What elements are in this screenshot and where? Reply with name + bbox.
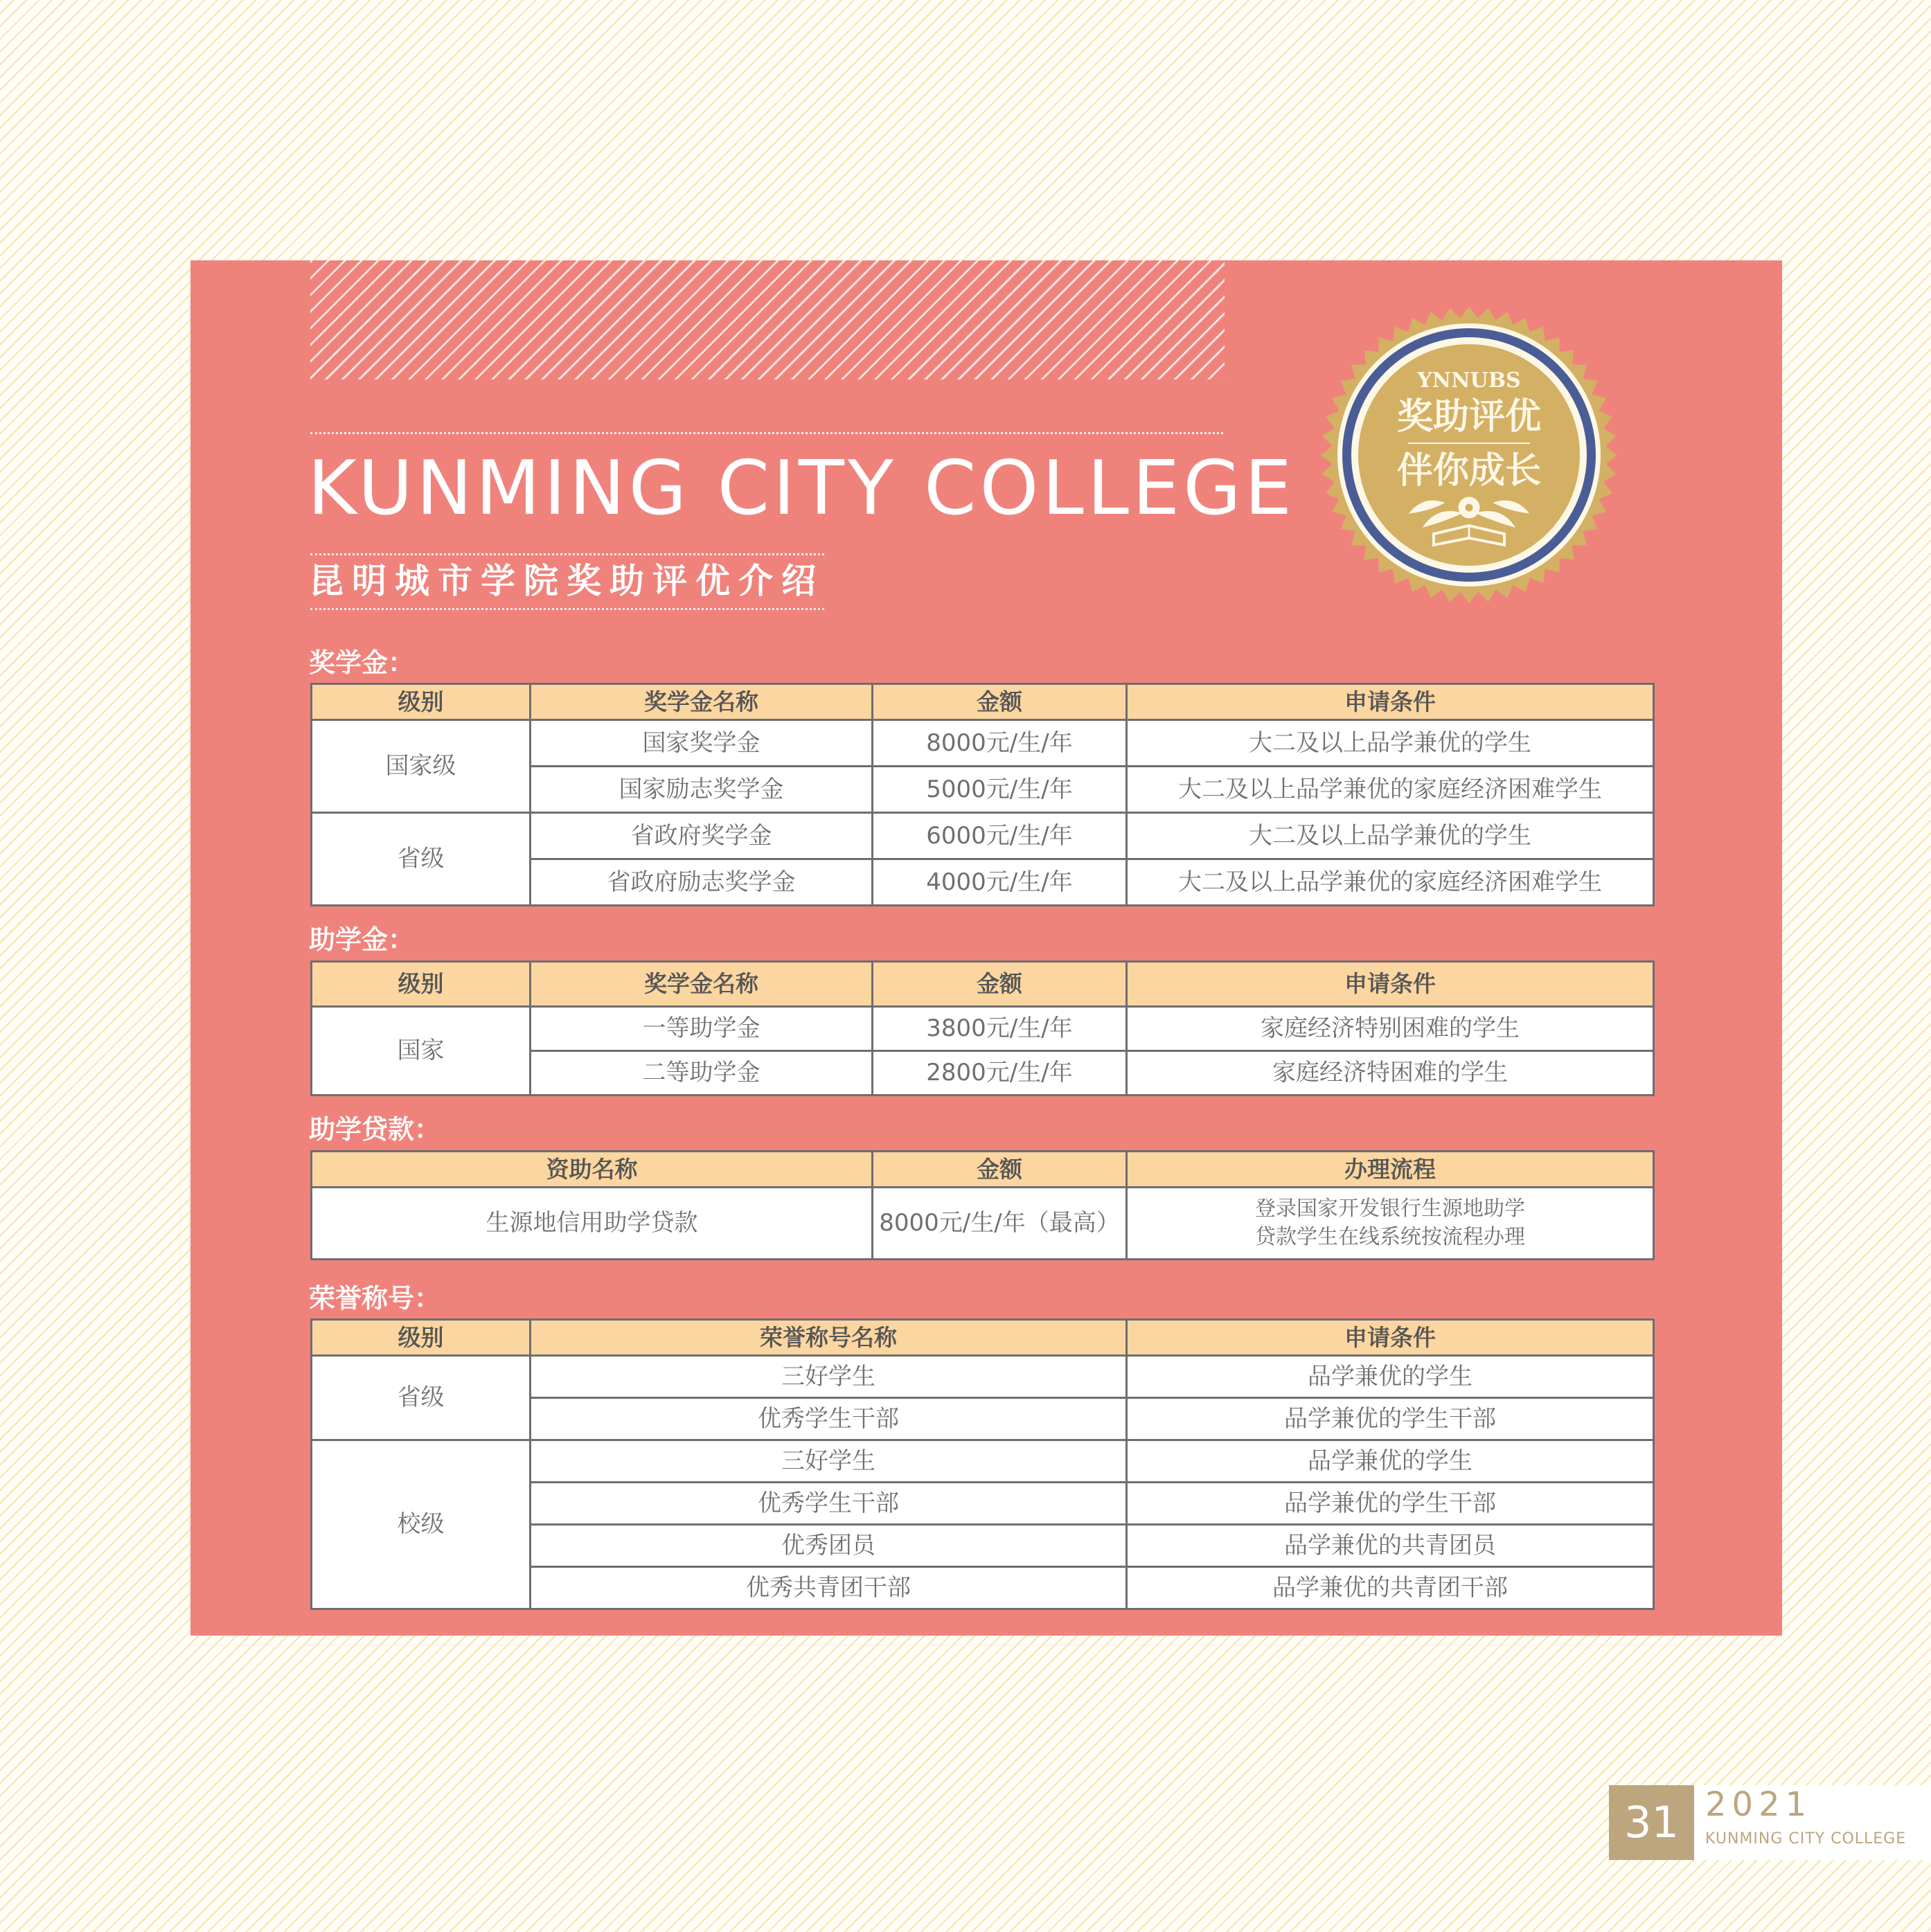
dotted-divider-middle: [310, 553, 824, 555]
table-header-row: [312, 684, 1654, 720]
process-line-2: 贷款学生在线系统按流程办理: [1255, 1224, 1525, 1249]
seal-line-2: 伴你成长: [1396, 450, 1542, 492]
name-cell: 国家励志奖学金: [531, 767, 873, 813]
column-header: 金额: [873, 1152, 1127, 1188]
column-header: 金额: [873, 962, 1127, 1007]
amount-cell: 5000元/生/年: [873, 767, 1127, 813]
dotted-divider-top: [310, 432, 1223, 434]
grant-table: [310, 960, 1655, 1096]
level-cell: 省级: [312, 813, 531, 906]
name-cell: 三好学生: [531, 1440, 1127, 1483]
scholarship-section-title: 奖学金：: [309, 647, 415, 678]
seal-line-1: 奖助评优: [1396, 396, 1542, 438]
decorative-hatch: [310, 260, 1225, 379]
level-cell: 国家级: [312, 720, 531, 813]
condition-cell: 品学兼优的共青团干部: [1127, 1567, 1654, 1609]
name-cell: 优秀学生干部: [531, 1483, 1127, 1525]
level-cell: 国家: [312, 1007, 531, 1095]
level-cell: 校级: [312, 1440, 531, 1609]
condition-cell: 品学兼优的学生: [1127, 1356, 1654, 1398]
column-header: 级别: [312, 684, 531, 720]
footer-year: 2021: [1705, 1785, 1813, 1824]
amount-cell: 3800元/生/年: [873, 1007, 1127, 1051]
column-header: 申请条件: [1127, 962, 1654, 1007]
process-line-1: 登录国家开发银行生源地助学: [1255, 1197, 1525, 1221]
honor-table: [310, 1318, 1655, 1610]
name-cell: 优秀团员: [531, 1525, 1127, 1567]
page-number: 31: [1609, 1785, 1694, 1860]
dotted-divider-bottom: [310, 608, 824, 610]
column-header: 办理流程: [1127, 1152, 1654, 1188]
table-row: [312, 1356, 1654, 1398]
honor-section-title: 荣誉称号：: [309, 1283, 441, 1314]
name-cell: 二等助学金: [531, 1051, 873, 1095]
name-cell: 一等助学金: [531, 1007, 873, 1051]
table-row: [312, 720, 1654, 767]
column-header: 申请条件: [1127, 684, 1654, 720]
loan-section-title: 助学贷款：: [309, 1114, 441, 1145]
table-row: [312, 1440, 1654, 1483]
college-english-name: KUNMING CITY COLLEGE: [308, 445, 1296, 532]
name-cell: 优秀共青团干部: [531, 1567, 1127, 1609]
amount-cell: 4000元/生/年: [873, 859, 1127, 906]
seal-top-text: YNNUBS: [1417, 368, 1521, 393]
name-cell: 优秀学生干部: [531, 1398, 1127, 1440]
name-cell: 省政府奖学金: [531, 813, 873, 859]
table-row: [312, 813, 1654, 859]
condition-cell: 品学兼优的学生: [1127, 1440, 1654, 1483]
grant-section-title: 助学金：: [309, 924, 415, 955]
name-cell: 生源地信用助学贷款: [312, 1188, 873, 1260]
column-header: 级别: [312, 962, 531, 1007]
condition-cell: 大二及以上品学兼优的学生: [1127, 720, 1654, 767]
table-header-row: [312, 1320, 1654, 1356]
column-header: 奖学金名称: [531, 684, 873, 720]
condition-cell: 品学兼优的共青团员: [1127, 1525, 1654, 1567]
column-header: 荣誉称号名称: [531, 1320, 1127, 1356]
condition-cell: 家庭经济特别困难的学生: [1127, 1007, 1654, 1051]
condition-cell: 大二及以上品学兼优的家庭经济困难学生: [1127, 859, 1654, 906]
condition-cell: 大二及以上品学兼优的学生: [1127, 813, 1654, 859]
amount-cell: 8000元/生/年（最高）: [873, 1188, 1127, 1260]
table-header-row: [312, 1152, 1654, 1188]
page-title: 昆明城市学院奖助评优介绍: [309, 561, 824, 601]
loan-table: [310, 1150, 1655, 1260]
name-cell: 省政府励志奖学金: [531, 859, 873, 906]
column-header: 申请条件: [1127, 1320, 1654, 1356]
column-header: 资助名称: [312, 1152, 873, 1188]
column-header: 奖学金名称: [531, 962, 873, 1007]
table-row: [312, 1007, 1654, 1051]
amount-cell: 8000元/生/年: [873, 720, 1127, 767]
column-header: 级别: [312, 1320, 531, 1356]
table-header-row: [312, 962, 1654, 1007]
process-cell: [1127, 1188, 1654, 1260]
condition-cell: 品学兼优的学生干部: [1127, 1483, 1654, 1525]
name-cell: 三好学生: [531, 1356, 1127, 1398]
name-cell: 国家奖学金: [531, 720, 873, 767]
amount-cell: 2800元/生/年: [873, 1051, 1127, 1095]
condition-cell: 家庭经济特困难的学生: [1127, 1051, 1654, 1095]
amount-cell: 6000元/生/年: [873, 813, 1127, 859]
condition-cell: 大二及以上品学兼优的家庭经济困难学生: [1127, 767, 1654, 813]
footer-tagline: KUNMING CITY COLLEGE: [1705, 1830, 1907, 1848]
table-row: [312, 1188, 1654, 1260]
level-cell: 省级: [312, 1356, 531, 1440]
condition-cell: 品学兼优的学生干部: [1127, 1398, 1654, 1440]
award-seal-icon: [1319, 305, 1619, 605]
column-header: 金额: [873, 684, 1127, 720]
scholarship-table: [310, 683, 1655, 906]
